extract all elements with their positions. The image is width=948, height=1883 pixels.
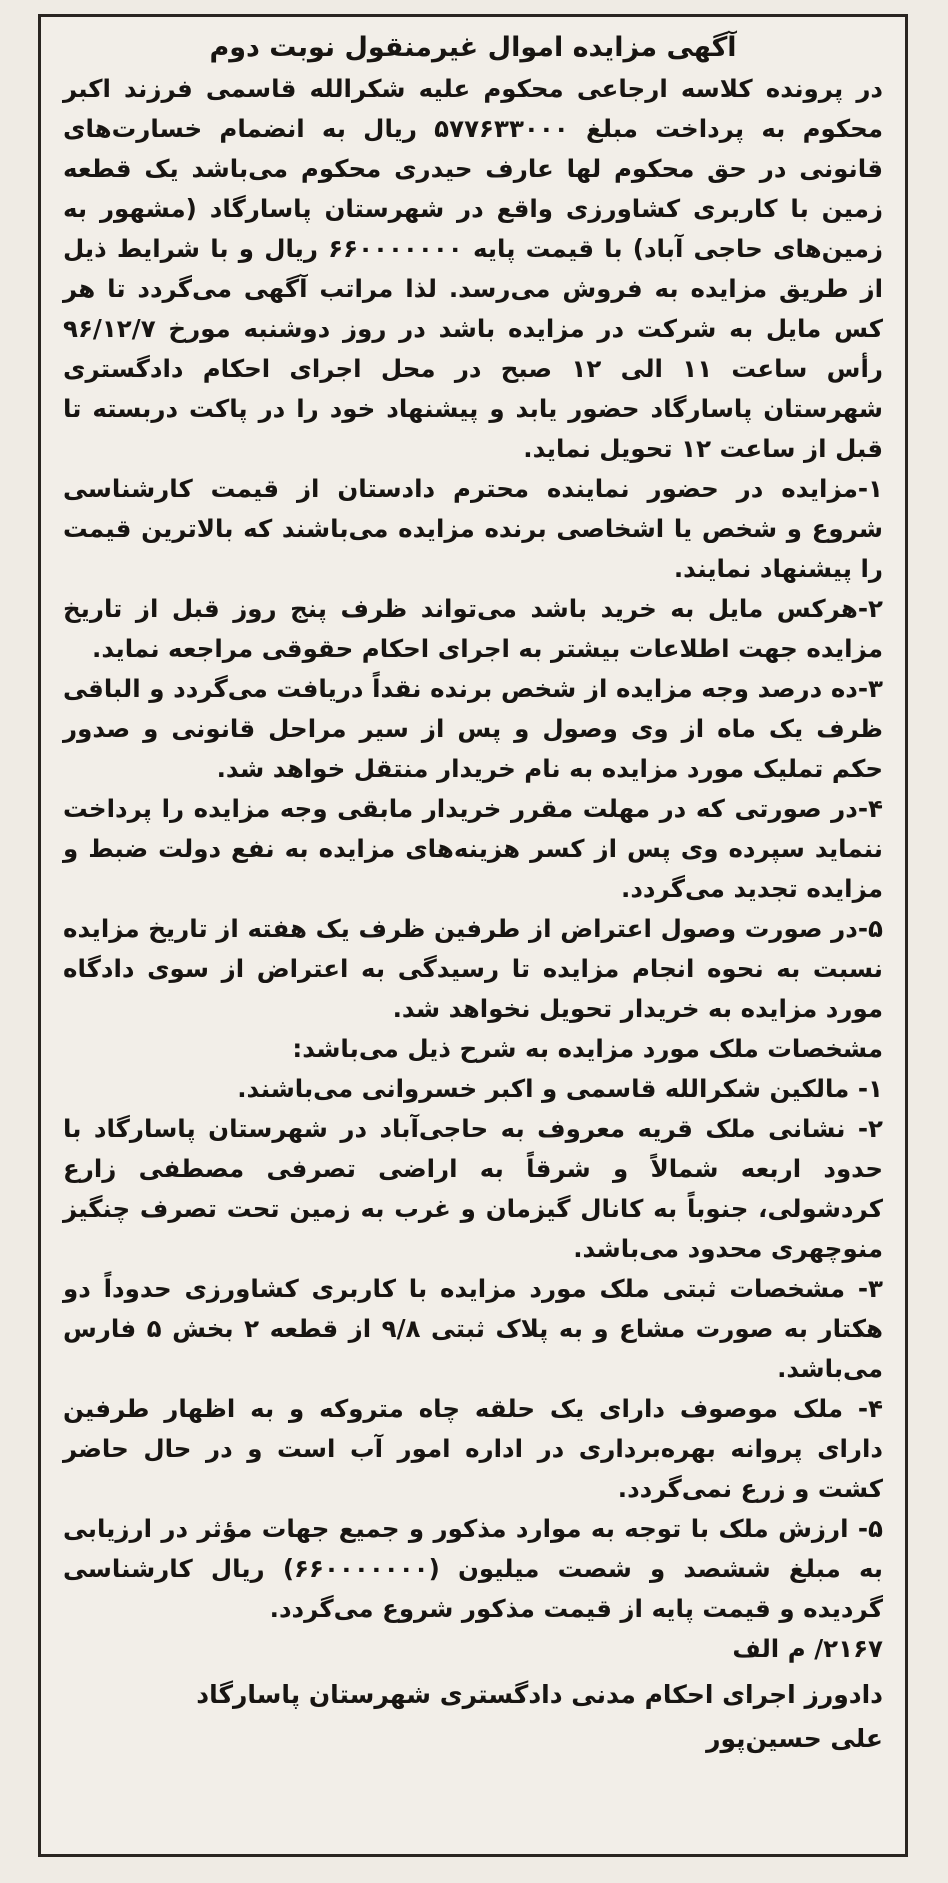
spec-1: ۱- مالکین شکرالله قاسمی و اکبر خسروانی می‌باشند. [237,1074,883,1103]
spec-5: ۵- ارزش ملک با توجه به موارد مذکور و جمیع جهات مؤثر در ارزیابی به مبلغ ششصد و شصت میلیون (۶۶۰۰۰۰۰۰۰) ریال کارشناسی گردیده و قیمت پایه از قیمت مذکور شروع می‌گردد. [63,1514,884,1623]
signature-organization: دادورز اجرای احکام مدنی دادگستری شهرستان پاسارگاد [196,1680,883,1709]
notice-title: آگهی مزایده اموال غیرمنقول نوبت دوم [209,32,737,63]
reference-number: ۲۱۶۷/ م الف [732,1634,883,1663]
condition-1: ۱-مزایده در حضور نماینده محترم دادستان از قیمت کارشناسی شروع و شخص یا اشخاصی برنده مزایده می‌باشند که بالاترین قیمت را پیشنهاد نمایند. [63,474,883,583]
condition-4: ۴-در صورتی که در مهلت مقرر خریدار مابقی وجه مزایده را پرداخت ننماید سپرده وی پس از کسر هزینه‌های مزایده به نفع دولت ضبط و مزایده تجدید می‌گردد. [63,794,883,903]
spec-2: ۲- نشانی ملک قریه معروف به حاجی‌آباد در شهرستان پاسارگاد با حدود اربعه شمالاً و شرقاً به اراضی تصرفی مصطفی زارع کردشولی، جنوباً به کانال گیزمان و غرب به زمین تحت تصرف چنگیز منوچهری محدود می‌باشد. [63,1114,883,1263]
spec-3: ۳- مشخصات ثبتی ملک مورد مزایده با کاربری کشاورزی حدوداً دو هکتار به صورت مشاع و به پلاک ثبتی ۹/۸ از قطعه ۲ بخش ۵ فارس می‌باشد. [63,1274,884,1383]
specs-heading: مشخصات ملک مورد مزایده به شرح ذیل می‌باشد: [292,1034,883,1063]
condition-2: ۲-هرکس مایل به خرید باشد می‌تواند ظرف پنج روز قبل از تاریخ مزایده جهت اطلاعات بیشتر به اجرای احکام حقوقی مراجعه نماید. [63,594,883,663]
condition-5: ۵-در صورت وصول اعتراض از طرفین ظرف یک هفته از تاریخ مزایده نسبت به نحوه انجام مزایده تا رسیدگی به اعتراض از سوی دادگاه مورد مزایده به خریدار تحویل نخواهد شد. [63,914,883,1023]
spec-4: ۴- ملک موصوف دارای یک حلقه چاه متروکه و به اظهار طرفین دارای پروانه بهره‌برداری در اداره امور آب است و در حال حاضر کشت و زرع نمی‌گردد. [63,1394,883,1503]
condition-3: ۳-ده درصد وجه مزایده از شخص برنده نقداً دریافت می‌گردد و الباقی ظرف یک ماه از وی وصول و پس از سیر مراحل قانونی و صدور حکم تملیک مورد مزایده به نام خریدار منتقل خواهد شد. [63,674,883,783]
intro-paragraph: در پرونده کلاسه ارجاعی محکوم علیه شکرالله قاسمی فرزند اکبر محکوم به پرداخت مبلغ ۵۷۷۶۳۳۰۰۰ ریال به انضمام خسارت‌های قانونی در حق محکوم لها عارف حیدری محکوم می‌باشد یک قطعه زمین با کاربری کشاورزی واقع در شهرستان پاسارگاد (مشهور به زمین‌های حاجی آباد) با قیمت پایه ۶۶۰۰۰۰۰۰۰ ریال و با شرایط ذیل از طریق مزایده به فروش می‌رسد. لذا مراتب آگهی می‌گردد تا هر کس مایل به شرکت در مزایده باشد در روز دوشنبه مورخ ۹۶/۱۲/۷ رأس ساعت ۱۱ الی ۱۲ صبح در محل اجرای احکام دادگستری شهرستان پاسارگاد حضور یابد و پیشنهاد خود را در پاکت دربسته تا قبل از ساعت ۱۲ تحویل نماید. [63,74,883,463]
auction-notice [38,14,908,1857]
signature-name: علی حسین‌پور [706,1724,883,1753]
